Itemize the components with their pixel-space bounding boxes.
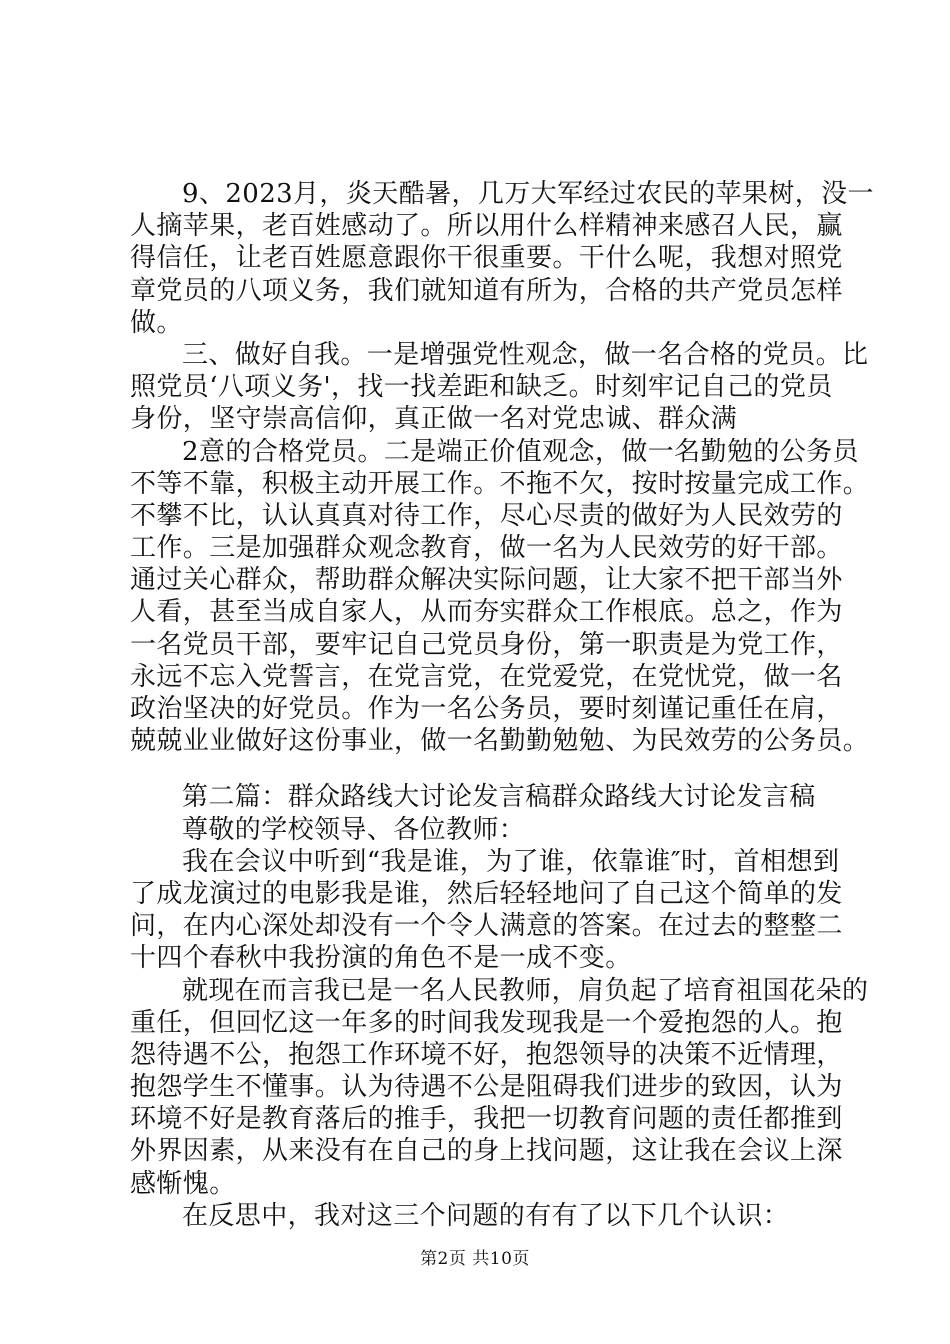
section-heading: 第二篇：群众路线大讨论发言稿群众路线大讨论发言稿 — [182, 782, 816, 813]
text-line: 人摘苹果，老百姓感动了。所以用什么样精神来感召人民，赢 — [130, 211, 843, 242]
text-line: 工作。三是加强群众观念教育，做一名为人民效劳的好干部。 — [130, 533, 843, 564]
text-line: 政治坚决的好党员。作为一名公务员，要时刻谨记重任在肩， — [130, 694, 843, 724]
text-line: 三、做好自我。一是增强党性观念，做一名合格的党员。比 — [182, 339, 869, 370]
text-line: 得信任，让老百姓愿意跟你干很重要。干什么呢，我想对照党 — [130, 243, 843, 274]
salutation: 尊敬的学校领导、各位教师： — [182, 814, 526, 845]
text-line: 抱怨学生不懂事。认为待遇不公是阻碍我们进步的致因，认为 — [130, 1072, 843, 1103]
text-line: 一名党员干部，要牢记自己党员身份，第一职责是为党工作， — [130, 629, 843, 660]
text-line: 我在会议中听到“我是谁，为了谁，依靠谁″时，首相想到 — [182, 846, 840, 877]
text-line: 十四个春秋中我扮演的角色不是一成不变。 — [130, 943, 632, 974]
text-line: 9、2023月，炎天酷暑，几万大军经过农民的苹果树，没一 — [182, 179, 874, 209]
text-line: 怨待遇不公，抱怨工作环境不好，抱怨领导的决策不近情理， — [130, 1039, 843, 1070]
text-line: 外界因素，从来没有在自己的身上找问题，这让我在会议上深 — [130, 1136, 843, 1167]
text-line: 2意的合格党员。二是端正价值观念，做一名勤勉的公务员 — [182, 436, 859, 467]
text-line: 照党员‘八项义务'，找一找差距和缺乏。时刻牢记自己的党员 — [130, 372, 833, 403]
text-line: 问，在内心深处却没有一个令人满意的答案。在过去的整整二 — [130, 911, 843, 942]
text-line: 人看，甚至当成自家人，从而夯实群众工作根底。总之，作为 — [130, 597, 843, 628]
paragraph-gap — [130, 757, 840, 781]
text-line: 在反思中，我对这三个问题的有有了以下几个认识： — [182, 1200, 790, 1231]
text-line: 感惭愧。 — [130, 1168, 236, 1199]
page-footer: 第2页 共10页 — [420, 1249, 530, 1269]
text-line: 兢兢业业做好这份事业，做一名勤勤勉勉、为民效劳的公务员。 — [130, 726, 870, 757]
text-line: 通过关心群众，帮助群众解决实际问题，让大家不把干部当外 — [130, 565, 843, 596]
text-line: 做。 — [130, 307, 183, 338]
text-line: 永远不忘入党誓言，在党言党，在党爱党，在党忧党，做一名 — [130, 661, 843, 692]
text-line: 了成龙演过的电影我是谁，然后轻轻地问了自己这个简单的发 — [130, 878, 843, 909]
text-line: 不攀不比，认认真真对待工作，尽心尽责的做好为人民效劳的 — [130, 500, 843, 531]
text-line: 重任，但回忆这一年多的时间我发现我是一个爱抱怨的人。抱 — [130, 1007, 843, 1038]
text-line: 身份，坚守崇高信仰，真正做一名对党忠诚、群众满 — [130, 404, 738, 435]
text-line: 就现在而言我已是一名人民教师，肩负起了培育祖国花朵的 — [182, 975, 869, 1006]
text-line: 章党员的八项义务，我们就知道有所为，合格的共产党员怎样 — [130, 275, 843, 306]
text-line: 环境不好是教育落后的推手，我把一切教育问题的责任都推到 — [130, 1104, 843, 1135]
document-body — [130, 178, 874, 1232]
text-line: 不等不靠，积极主动开展工作。不拖不欠，按时按量完成工作。 — [130, 468, 870, 499]
